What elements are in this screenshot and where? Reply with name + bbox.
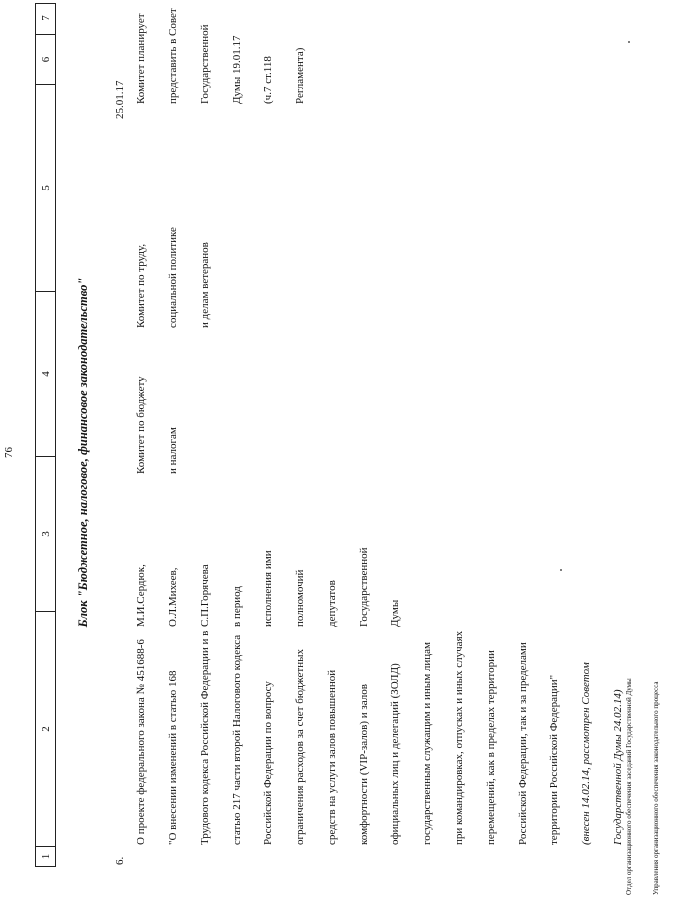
plan-line: (ч.7 ст.118 (262, 56, 275, 104)
bill-title-line: ограничения расходов за счет бюджетных (294, 649, 307, 845)
bill-title-line: государственным служащим и иным лицам (421, 641, 434, 845)
column-header-1: 1 (36, 846, 55, 866)
author-line: Думы (389, 599, 402, 627)
block-title: Блок "Бюджетное, налоговое, финансовое законодательство" (76, 277, 90, 628)
author-line: О.Л.Михеев, (166, 567, 179, 627)
committee-plan (115, 8, 327, 104)
bill-title-line: Российской Федерации по вопросу (262, 681, 275, 845)
page-number: 76 (3, 447, 15, 458)
author-line: депутатов (325, 580, 338, 627)
bill-submission-note-line: Государственной Думы 24.02.14) (611, 689, 624, 845)
plan-line: представить в Совет (166, 8, 179, 104)
bill-title-line: "О внесении изменений в статью 168 (166, 670, 179, 845)
bill-title-line: О проекте федерального закона № 451688-6 (135, 639, 148, 845)
footer (607, 678, 679, 895)
plan-line: Думы 19.01.17 (230, 35, 243, 104)
column-header-7: 7 (40, 15, 52, 21)
bill-title (115, 631, 645, 845)
column-header-6: 6 (36, 34, 55, 84)
bill-title-line: территории Российской Федерации" (548, 674, 561, 845)
lead-committee-line: и налогам (166, 427, 179, 474)
co-executor-committee (115, 227, 232, 328)
column-header-5: 5 (36, 84, 55, 291)
bill-title-line: статью 217 части второй Налогового кодекса (230, 634, 243, 845)
row-number: 6. (114, 856, 126, 865)
bill-title-line: комфортности (VIP-залов) и залов (357, 684, 370, 845)
bill-authors (115, 547, 422, 627)
author-line: полномочий (294, 569, 307, 627)
plan-line: Государственной (198, 24, 211, 104)
bill-title-line: Трудового кодекса Российской Федерации и в (198, 630, 211, 845)
author-line: Государственной (357, 547, 370, 627)
author-line: в период (230, 586, 243, 627)
consideration-date: 25.01.17 (114, 80, 126, 119)
bill-title-line: средств на услуги залов повышенной (325, 669, 338, 845)
footer-line: Отдел организационного обеспечения заседаний Государственной Думы (625, 678, 633, 895)
co-committee-line: и делам ветеранов (198, 242, 211, 328)
bill-title-line: Российской Федерации, так и за пределами (516, 642, 529, 845)
bill-title-line: при командировках, отпусках и иных случаях (453, 630, 465, 845)
co-committee-line: социальной политике (166, 227, 179, 328)
author-line: М.И.Сердюк, (135, 564, 148, 627)
co-committee-line: Комитет по труду, (135, 243, 148, 328)
bill-title-line: перемещений, как в пределах территории (484, 650, 497, 845)
column-header-2: 2 (36, 611, 55, 846)
footer-line: Управления организационного обеспечения законодательного процесса (652, 681, 660, 895)
scan-speck (560, 569, 562, 571)
bill-title-line: официальных лиц и делегаций (ЗОЛД) (389, 663, 402, 845)
lead-committee (115, 376, 200, 474)
column-header-3: 3 (36, 456, 55, 611)
column-number-header-row (35, 3, 56, 867)
plan-line: Комитет планирует (135, 13, 148, 104)
author-line: исполнения ими (262, 550, 275, 627)
lead-committee-line: Комитет по бюджету (135, 376, 148, 474)
column-header-4: 4 (36, 291, 55, 456)
plan-line: Регламента) (294, 47, 307, 104)
bill-submission-note-line: (внесен 14.02.14, рассмотрен Советом (580, 662, 593, 845)
author-line: С.П.Горячева (198, 564, 211, 627)
scan-speck (628, 41, 630, 43)
